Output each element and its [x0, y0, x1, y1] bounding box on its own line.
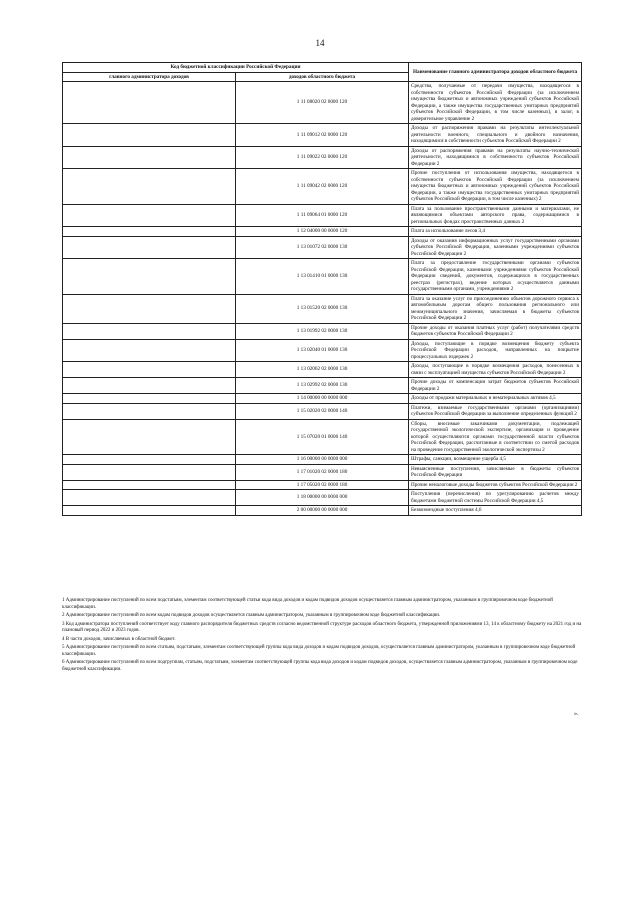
footnote: 4 В части доходов, зачисляемых в областной бюджет.: [62, 636, 176, 642]
income-name-cell: Плата за использование лесов 3,4: [409, 227, 582, 237]
income-name-cell: Доходы от продажи материальных и нематериальных активов 4,5: [409, 394, 582, 404]
income-name-cell: Прочие доходы от компенсации затрат бюджетов субъектов Российской Федерации 2: [409, 378, 582, 394]
table-row: [63, 169, 582, 205]
income-code-cell: 1 13 01520 02 0000 130: [236, 294, 409, 323]
income-code-cell: 1 13 02992 02 0000 130: [236, 378, 409, 394]
table-row: [63, 259, 582, 295]
admin-code-cell: [63, 394, 236, 404]
income-name-cell: Прочие неналоговые доходы бюджетов субъектов Российской Федерации 2: [409, 480, 582, 490]
table-row: [63, 490, 582, 506]
income-code-cell: 1 11 08020 02 0000 120: [236, 82, 409, 124]
table-row: [63, 227, 582, 237]
income-code-cell: 1 11 09064 01 0000 120: [236, 204, 409, 227]
income-name-cell: Прочие доходы от оказания платных услуг (работ) получателями средств бюджетов субъектов Российской Федерации 2: [409, 323, 582, 339]
footnotes: [62, 598, 582, 675]
income-name-cell: Штрафы, санкции, возмещение ущерба 4,5: [409, 455, 582, 465]
admin-code-cell: [63, 506, 236, 516]
admin-code-cell: [63, 204, 236, 227]
table-row: [63, 378, 582, 394]
table-row: [63, 82, 582, 124]
admin-code-cell: [63, 146, 236, 169]
income-code-cell: 2 00 00000 00 0000 000: [236, 506, 409, 516]
income-name-cell: Безвозмездные поступления 4,6: [409, 506, 582, 516]
admin-code-cell: [63, 82, 236, 124]
admin-code-cell: [63, 480, 236, 490]
table-body: [63, 82, 582, 516]
admin-code-cell: [63, 455, 236, 465]
header-admin-code: главного администратора доходов: [63, 72, 236, 82]
footnote: 5 Администрирование поступлений по всем статьям, подстатьям, элементам соответствующей группы кода вида доходов и кодам подвидов доходов, осуществляется главным администратором, указанным в группировочном коде бюджетной классификации.: [62, 645, 576, 657]
income-code-cell: 1 14 00000 00 0000 000: [236, 394, 409, 404]
admin-code-cell: [63, 259, 236, 295]
admin-code-cell: [63, 227, 236, 237]
admin-code-cell: [63, 464, 236, 480]
income-name-cell: Сборы, вносимые заказчиками документации, подлежащей государственной экологической экспертизе, организация и проведение которой осуществляются органами государственной власти субъектов Российской Федерации, рассчитанные в соответствии со сметой расходов на проведение государственной экологической экспертизы 2: [409, 419, 582, 455]
income-name-cell: Плата за оказание услуг по присоединению объектов дорожного сервиса к автомобильным дорогам общего пользования регионального или межмуниципального значения, зачисляемая в бюджеты субъектов Российской Федерации 2: [409, 294, 582, 323]
admin-code-cell: [63, 169, 236, 205]
table-row: [63, 339, 582, 362]
footnote: 6 Администрирование поступлений по всем подгруппам, статьям, подстатьям, элементам соответствующей группы кода вида доходов и кодам подвидов доходов, осуществляется главным администратором, указанным в группировочном коде бюджетной классификации.: [62, 660, 578, 672]
income-name-cell: Средства, получаемые от передачи имущества, находящегося в собственности субъектов Российской Федерации (за исключением имущества бюджетных и автономных учреждений субъектов Российской Федерации, а также имущества государственных унитарных предприятий субъектов Российской Федерации, в том числе казенных), в залог, в доверительное управление 2: [409, 82, 582, 124]
table-row: [63, 204, 582, 227]
income-code-cell: 1 13 02040 01 0000 130: [236, 339, 409, 362]
header-administrator-name: Наименование главного администратора доходов областного бюджета: [409, 63, 582, 82]
income-code-cell: 1 12 04000 00 0000 120: [236, 227, 409, 237]
income-name-cell: Доходы от оказания информационных услуг государственными органами субъектов Российской Федерации, казенными учреждениями субъектов Российской Федерации 2: [409, 236, 582, 259]
income-code-cell: 1 11 09012 02 0000 120: [236, 124, 409, 147]
table-row: [63, 464, 582, 480]
income-code-cell: 1 15 02020 02 0000 140: [236, 403, 409, 419]
income-name-cell: Платежи, взимаемые государственными органами (организациями) субъектов Российской Федерации за выполнение определенных функций 2: [409, 403, 582, 419]
table-row: [63, 362, 582, 378]
page-number: 14: [315, 38, 325, 48]
admin-code-cell: [63, 403, 236, 419]
income-code-cell: 1 15 07020 01 0000 140: [236, 419, 409, 455]
income-code-cell: 1 11 09042 02 0000 120: [236, 169, 409, 205]
income-code-cell: 1 13 01992 02 0000 130: [236, 323, 409, 339]
income-name-cell: Поступления (перечисления) по урегулированию расчетов между бюджетами бюджетной системы Российской Федерации 4,5: [409, 490, 582, 506]
income-code-cell: 1 18 00000 00 0000 000: [236, 490, 409, 506]
budget-classification-table: [62, 62, 582, 516]
admin-code-cell: [63, 419, 236, 455]
income-name-cell: Доходы, поступающие в порядке возмещения бюджету субъекта Российской Федерации расходов, направленных на покрытие процессуальных издержек 2: [409, 339, 582, 362]
table-row: [63, 480, 582, 490]
admin-code-cell: [63, 339, 236, 362]
admin-code-cell: [63, 323, 236, 339]
admin-code-cell: [63, 294, 236, 323]
closing-mark: ».: [574, 711, 579, 717]
income-code-cell: 1 17 05020 02 0000 180: [236, 480, 409, 490]
admin-code-cell: [63, 124, 236, 147]
footnote: 1 Администрирование поступлений по всем подстатьям, элементам соответствующей статьи кода вида доходов и кодам подвидов доходов осуществляется главным администратором, указанным в группировочном коде бюджетной классификации.: [62, 598, 553, 610]
income-code-cell: 1 13 01072 02 0000 130: [236, 236, 409, 259]
table-row: [63, 455, 582, 465]
income-name-cell: Плата за предоставление государственными органами субъектов Российской Федерации, казенными учреждениями субъектов Российской Федерации сведений, документов, содержащихся в государственных реестрах (регистрах), ведение которых осуществляется данными государственными органами, учреждениями 2: [409, 259, 582, 295]
admin-code-cell: [63, 236, 236, 259]
table-row: [63, 419, 582, 455]
footnote: 3 Код администратора поступлений соответствует коду главного распорядителя бюджетных средств согласно ведомственной структуре расходов областного бюджета, утвержденной приложениями 13, 14 к областному бюджету на 2021 год и на плановый период 2022 и 2023 годов.: [62, 621, 582, 633]
header-income-code: доходов областного бюджета: [236, 72, 409, 82]
table-row: [63, 506, 582, 516]
income-name-cell: Плата за пользование пространственными данными и материалами, не являющимися объектами авторского права, содержащимися в региональных фондах пространственных данных 2: [409, 204, 582, 227]
admin-code-cell: [63, 362, 236, 378]
income-name-cell: Доходы, поступающие в порядке возмещения расходов, понесенных в связи с эксплуатацией имущества субъектов Российской Федерации 2: [409, 362, 582, 378]
table-row: [63, 146, 582, 169]
income-code-cell: 1 17 01020 02 0000 180: [236, 464, 409, 480]
income-code-cell: 1 16 00000 00 0000 000: [236, 455, 409, 465]
income-name-cell: Прочие поступления от использования имущества, находящегося в собственности субъектов Российской Федерации (за исключением имущества бюджетных и автономных учреждений субъектов Российской Федерации, а также имущества государственных унитарных предприятий субъектов Российской Федерации, в том числе казенных) 2: [409, 169, 582, 205]
table-row: [63, 394, 582, 404]
table-row: [63, 124, 582, 147]
table-row: [63, 236, 582, 259]
table-row: [63, 403, 582, 419]
income-code-cell: 1 11 09022 02 0000 120: [236, 146, 409, 169]
table-row: [63, 294, 582, 323]
income-name-cell: Доходы от распоряжения правами на результаты интеллектуальной деятельности военного, специального и двойного назначения, находящимися в собственности субъектов Российской Федерации 2: [409, 124, 582, 147]
income-code-cell: 1 13 01410 01 0000 130: [236, 259, 409, 295]
table-row: [63, 323, 582, 339]
income-name-cell: Доходы от распоряжения правами на результаты научно-технической деятельности, находящимися в собственности субъектов Российской Федерации 2: [409, 146, 582, 169]
income-name-cell: Невыясненные поступления, зачисляемые в бюджеты субъектов Российской Федерации: [409, 464, 582, 480]
footnote: 2 Администрирование поступлений по всем кодам подвидов доходов осуществляется главным администратором, указанным в группировочном коде бюджетной классификации.: [62, 613, 441, 618]
admin-code-cell: [63, 490, 236, 506]
admin-code-cell: [63, 378, 236, 394]
income-code-cell: 1 13 02062 02 0000 130: [236, 362, 409, 378]
header-classification-code: Код бюджетной классификации Российской Федерации: [63, 63, 409, 73]
